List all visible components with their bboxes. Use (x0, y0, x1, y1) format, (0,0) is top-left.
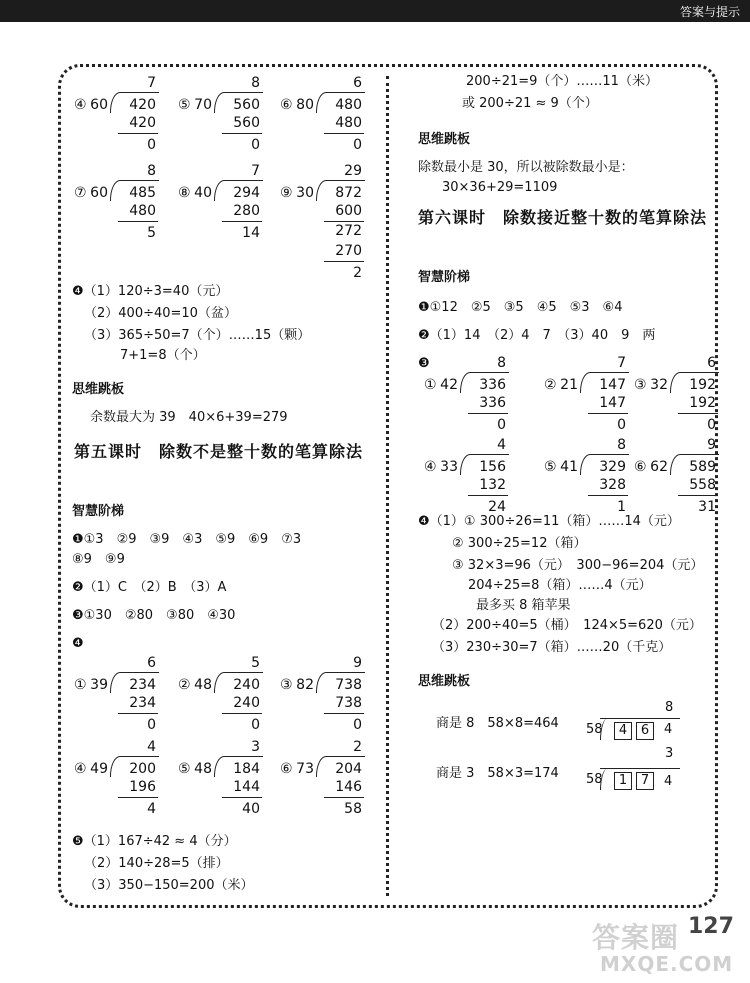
division-remainder: 58 (344, 801, 362, 817)
division-rule (118, 713, 158, 714)
division-remainder: 0 (617, 417, 626, 433)
case2-quotient: 3 (665, 746, 674, 761)
division-rule (222, 221, 262, 222)
page-number: 127 (688, 914, 734, 939)
case2-bar (600, 768, 680, 769)
division-divisor: 32 (650, 377, 668, 393)
division-step: 146 (335, 779, 362, 795)
division-divisor: 60 (90, 97, 108, 113)
division-quotient: 8 (251, 75, 260, 91)
division-remainder: 2 (353, 265, 362, 281)
division-step: 144 (233, 779, 260, 795)
ladder-title-left: 智慧阶梯 (72, 504, 125, 519)
case1-quotient: 8 (665, 700, 674, 715)
division-rule (118, 797, 158, 798)
right-q4-line-3: ③ 32×3=96（元） 300−96=204（元） (452, 558, 704, 573)
division-step: 480 (129, 203, 156, 219)
q5-line-3: （3）350−150=200（米） (84, 878, 254, 893)
division-label: ⑤ (178, 97, 191, 113)
q5-line-1: ❺（1）167÷42 ≈ 4（分） (72, 834, 237, 849)
division-label: ② (544, 377, 557, 393)
division-quotient: 8 (497, 355, 506, 371)
division-quotient: 29 (344, 163, 362, 179)
division-quotient: 7 (617, 355, 626, 371)
division-rule (468, 413, 508, 414)
division-divisor: 62 (650, 459, 668, 475)
case1-digit-1: 4 (614, 722, 632, 740)
division-label: ⑧ (178, 185, 191, 201)
q2-line: ❷（1）C （2）B （3）A (72, 580, 227, 595)
right-q4-line-6: （2）200÷40=5（桶） 124×5=620（元） (432, 618, 702, 633)
division-divisor: 41 (560, 459, 578, 475)
division-divisor: 80 (296, 97, 314, 113)
thinking2-title: 思维跳板 (418, 674, 471, 689)
case2-tail: 4 (664, 774, 673, 789)
case1-bar (600, 718, 680, 719)
division-dividend: 738 (335, 677, 362, 693)
right-q4-line-4: 204÷25=8（箱）……4（元） (468, 578, 652, 593)
right-top-line-1: 200÷21=9（个）……11（米） (466, 74, 658, 89)
division-label: ① (424, 377, 437, 393)
division-divisor: 42 (440, 377, 458, 393)
division-quotient: 6 (147, 655, 156, 671)
division-quotient: 7 (251, 163, 260, 179)
right-top-line-2: 或 200÷21 ≈ 9（个） (462, 96, 598, 111)
division-step: 132 (479, 477, 506, 493)
division-divisor: 70 (194, 97, 212, 113)
division-remainder: 0 (251, 717, 260, 733)
division-step: 480 (335, 115, 362, 131)
division-quotient: 9 (707, 437, 716, 453)
division-remainder: 5 (147, 225, 156, 241)
division-step: 147 (599, 395, 626, 411)
division-step: 336 (479, 395, 506, 411)
division-rule (324, 261, 364, 262)
division-rule (324, 133, 364, 134)
case2-text: 商是 3 58×3=174 (436, 766, 559, 781)
right-q4-line-5: 最多买 8 箱苹果 (476, 598, 571, 613)
division-rule (324, 713, 364, 714)
header-label: 答案与提示 (679, 5, 740, 19)
division-remainder: 14 (242, 225, 260, 241)
division-rule (118, 221, 158, 222)
division-dividend: 485 (129, 185, 156, 201)
division-quotient: 9 (353, 655, 362, 671)
division-remainder: 31 (698, 499, 716, 515)
division-divisor: 40 (194, 185, 212, 201)
division-quotient: 5 (251, 655, 260, 671)
division-dividend: 560 (233, 97, 260, 113)
division-dividend: 192 (689, 377, 716, 393)
division-remainder: 0 (707, 417, 716, 433)
division-step: 234 (129, 695, 156, 711)
lesson5-title: 第五课时 除数不是整十数的笔算除法 (74, 442, 364, 461)
q4-line-4: 7+1=8（个） (120, 348, 206, 363)
division-quotient: 8 (617, 437, 626, 453)
division-label: ⑦ (74, 185, 87, 201)
division-dividend: 336 (479, 377, 506, 393)
division-divisor: 33 (440, 459, 458, 475)
case1-tail: 4 (664, 722, 673, 737)
division-dividend: 329 (599, 459, 626, 475)
division-divisor: 82 (296, 677, 314, 693)
division-label: ① (74, 677, 87, 693)
division-remainder: 0 (147, 137, 156, 153)
q4-line-3: （3）365÷50=7（个）……15（颗） (84, 328, 311, 343)
division-label: ③ (634, 377, 647, 393)
watermark-url: MXQE.COM (600, 952, 734, 976)
division-label: ⑤ (544, 459, 557, 475)
division-label: ⑥ (280, 761, 293, 777)
division-remainder: 0 (353, 717, 362, 733)
ladder-title-right: 智慧阶梯 (418, 270, 471, 285)
thinking-text-left: 余数最大为 39 40×6+39=279 (90, 410, 288, 425)
division-label: ⑥ (280, 97, 293, 113)
division-dividend: 184 (233, 761, 260, 777)
division-label: ② (178, 677, 191, 693)
right-q3-mark: ❸ (418, 356, 430, 371)
division-remainder: 0 (353, 137, 362, 153)
division-step: 560 (233, 115, 260, 131)
division-rule (678, 413, 718, 414)
division-rule (222, 133, 262, 134)
header-bar (0, 0, 750, 22)
division-remainder: 1 (617, 499, 626, 515)
case1-text: 商是 8 58×8=464 (436, 716, 559, 731)
division-label: ⑥ (634, 459, 647, 475)
division-remainder: 0 (251, 137, 260, 153)
division-label: ⑨ (280, 185, 293, 201)
division-remainder: 0 (497, 417, 506, 433)
case2-digit-1: 1 (614, 772, 632, 790)
division-divisor: 30 (296, 185, 314, 201)
division-dividend: 589 (689, 459, 716, 475)
division-rule (118, 133, 158, 134)
case2-divisor: 58 (586, 772, 603, 787)
right-q2: ❷（1）14 （2）4 7 （3）40 9 两 (418, 328, 656, 343)
division-step: 240 (233, 695, 260, 711)
division-divisor: 60 (90, 185, 108, 201)
division-dividend: 156 (479, 459, 506, 475)
division-divisor: 48 (194, 761, 212, 777)
column-divider (386, 76, 389, 896)
division-rule (324, 797, 364, 798)
division-remainder: 24 (488, 499, 506, 515)
division-rule (222, 713, 262, 714)
right-q4-line-2: ② 300÷25=12（箱） (452, 536, 587, 551)
division-dividend: 204 (335, 761, 362, 777)
division-quotient: 4 (147, 739, 156, 755)
watermark-logo: 答案圈 (592, 921, 680, 954)
q4-line-2: （2）400÷40=10（盆） (84, 306, 237, 321)
case1-digit-2: 6 (636, 722, 654, 740)
q1-line-2: ⑧9 ⑨9 (72, 552, 125, 567)
division-step: 270 (335, 243, 362, 259)
q5-line-2: （2）140÷28=5（排） (84, 856, 229, 871)
case1-divisor: 58 (586, 722, 603, 737)
division-rule (468, 495, 508, 496)
division-quotient: 8 (147, 163, 156, 179)
division-step: 192 (689, 395, 716, 411)
division-dividend: 294 (233, 185, 260, 201)
lesson6-title: 第六课时 除数接近整十数的笔算除法 (418, 208, 708, 227)
q3-line: ❸①30 ②80 ③80 ④30 (72, 608, 236, 623)
division-label: ④ (74, 761, 87, 777)
division-step: 558 (689, 477, 716, 493)
right-q1: ❶①12 ②5 ③5 ④5 ⑤3 ⑥4 (418, 300, 623, 315)
division-dividend: 240 (233, 677, 260, 693)
division-dividend: 480 (335, 97, 362, 113)
division-step: 280 (233, 203, 260, 219)
q4-mark-left: ❹ (72, 636, 84, 651)
division-label: ⑤ (178, 761, 191, 777)
right-q4-line-7: （3）230÷30=7（箱）……20（千克） (432, 640, 672, 655)
division-label: ③ (280, 677, 293, 693)
division-divisor: 48 (194, 677, 212, 693)
division-quotient: 6 (353, 75, 362, 91)
division-rule (678, 495, 718, 496)
division-rule (588, 495, 628, 496)
division-quotient: 6 (707, 355, 716, 371)
right-q4-line-1: ❹（1）① 300÷26=11（箱）……14（元） (418, 514, 680, 529)
division-label: ④ (74, 97, 87, 113)
division-rule (222, 797, 262, 798)
division-remainder: 4 (147, 801, 156, 817)
division-dividend: 872 (335, 185, 362, 201)
division-divisor: 73 (296, 761, 314, 777)
division-quotient: 2 (353, 739, 362, 755)
division-dividend: 420 (129, 97, 156, 113)
q1-line-1: ❶①3 ②9 ③9 ④3 ⑤9 ⑥9 ⑦3 (72, 532, 302, 547)
division-step: 272 (335, 223, 362, 239)
division-dividend: 147 (599, 377, 626, 393)
division-rule (588, 413, 628, 414)
division-quotient: 3 (251, 739, 260, 755)
division-dividend: 200 (129, 761, 156, 777)
division-step: 600 (335, 203, 362, 219)
division-label: ④ (424, 459, 437, 475)
division-step: 328 (599, 477, 626, 493)
q4-line-1: ❹（1）120÷3=40（元） (72, 284, 229, 299)
division-step: 196 (129, 779, 156, 795)
division-quotient: 7 (147, 75, 156, 91)
division-dividend: 234 (129, 677, 156, 693)
thinking-text-2: 30×36+29=1109 (442, 180, 558, 195)
thinking-title-left: 思维跳板 (72, 382, 125, 397)
thinking-title-right: 思维跳板 (418, 132, 471, 147)
division-divisor: 49 (90, 761, 108, 777)
division-remainder: 0 (147, 717, 156, 733)
division-step: 738 (335, 695, 362, 711)
division-divisor: 21 (560, 377, 578, 393)
division-quotient: 4 (497, 437, 506, 453)
division-remainder: 40 (242, 801, 260, 817)
thinking-text-1: 除数最小是 30，所以被除数最小是： (418, 160, 634, 175)
division-step: 420 (129, 115, 156, 131)
case2-digit-2: 7 (636, 772, 654, 790)
division-divisor: 39 (90, 677, 108, 693)
